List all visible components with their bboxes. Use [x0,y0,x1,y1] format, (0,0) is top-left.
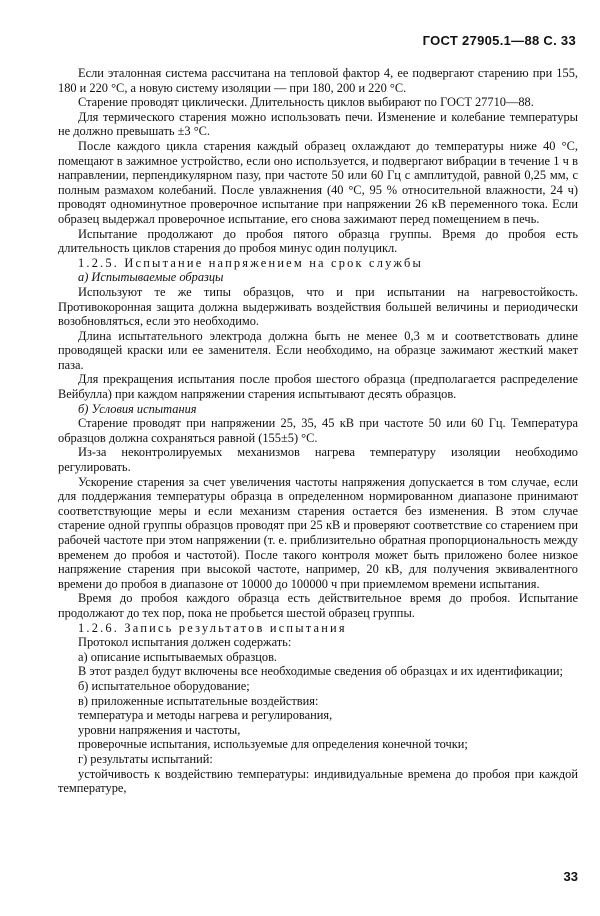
subheading-samples: а) Испытываемые образцы [78,270,224,285]
paragraph: Для термического старения можно использовать печи. Изменение и колебание температуры не должно превышать ±3 °С. [58,109,578,139]
paragraph: Из-за неконтролируемых механизмов нагрева температуру изоляции необходимо регулировать. [58,445,578,475]
section-heading-1-2-6: 1.2.6. Запись результатов испытания [78,620,347,635]
paragraph: Если эталонная система рассчитана на тепловой фактор 4, ее подвергают старению при 155, 180 и 220 °С, а новую систему изоляции — при 180, 200 и 220 °С. [58,66,578,95]
page-header: ГОСТ 27905.1—88 С. 33 [422,33,576,48]
paragraph: Старение проводят циклически. Длительность циклов выбирают по ГОСТ 27710—88. [78,95,534,110]
paragraph: В этот раздел будут включены все необходимые сведения об образцах и их идентификации; [78,664,563,679]
list-item: в) приложенные испытательные воздействия: [78,693,319,708]
page-body [58,66,578,796]
paragraph: После каждого цикла старения каждый образец охлаждают до температуры ниже 40 °С, помещают в зажимное устройство, если оно используется, и подвергают вибрации в течение 1 ч в направлении, перпендикулярном пазу, при частоте 50 или 60 Гц с амплитудой, равной 0,25 мм, с полным размахом колебаний. После увлажнения (40 °С, 95 % относительной влажности, 24 ч) проводят одноминутное проверочное испытание при напряжении 26 кВ переменного тока. Если образец выдержал проверочное испытание, его снова зажимают перед помещением в печь. [58,138,578,226]
section-heading-1-2-5: 1.2.5. Испытание напряжением на срок службы [78,255,423,270]
subheading-conditions: б) Условия испытания [78,401,197,416]
list-item: Протокол испытания должен содержать: [78,635,292,650]
paragraph: Используют те же типы образцов, что и при испытании на нагревостойкость. Противокоронная защита должна выдерживать воздействия большей величины и периодически возобновляться, если это необходимо. [58,284,578,329]
list-item: температура и методы нагрева и регулирования, [78,708,333,723]
list-item: а) описание испытываемых образцов. [78,649,278,664]
paragraph: устойчивость к воздействию температуры: индивидуальные времена до пробоя при каждой температуре, [58,766,578,796]
paragraph: Ускорение старения за счет увеличения частоты напряжения допускается в том случае, если для поддержания температуры образца в определенном нормированном диапазоне принимают соответствующие меры и если механизм старения остается без изменения. В этом случае старение одной группы образцов проводят при 25 кВ и проверяют соответствие со старением при рабочей частоте при этом напряжении (т. е. приблизительно обратная пропорциональность между временем до пробоя и частотой). После такого контроля может быть приложено более низкое напряжение старения при высокой частоте, например, 20 кВ, для получения эквивалентного времени до пробоя в диапазоне от 10000 до 100000 ч при приемлемом времени испытания. [58,474,578,591]
paragraph: Для прекращения испытания после пробоя шестого образца (предполагается распределение Вейбулла) при каждом напряжении старения испытывают десять образцов. [58,372,578,402]
paragraph: Старение проводят при напряжении 25, 35, 45 кВ при частоте 50 или 60 Гц. Температура образцов должна сохраняться равной (155±5) °С. [58,416,578,445]
paragraph: Время до пробоя каждого образца есть действительное время до пробоя. Испытание продолжают до тех пор, пока не пробьется шестой образец группы. [58,591,578,620]
page-number: 33 [563,869,578,884]
paragraph: Испытание продолжают до пробоя пятого образца группы. Время до пробоя есть длительность циклов старения до пробоя минус один полуцикл. [58,226,578,256]
list-item: уровни напряжения и частоты, [78,722,241,737]
list-item: б) испытательное оборудование; [78,678,250,693]
list-item: г) результаты испытаний: [78,751,213,766]
list-item: проверочные испытания, используемые для определения конечной точки; [78,737,468,752]
paragraph: Длина испытательного электрода должна быть не менее 0,3 м и соответствовать длине проводящей краски или ее заменителя. Если необходимо, на образце зажимают жесткий макет паза. [58,328,578,372]
